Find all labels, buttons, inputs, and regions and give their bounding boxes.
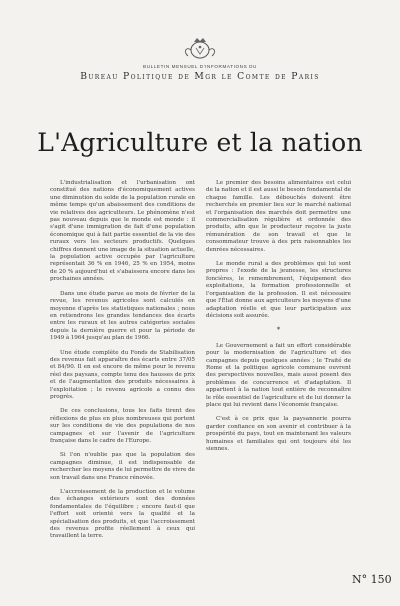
paragraph: Le Gouvernement a fait un effort considérable pour la modernisation de l'agriculture et des campagnes depuis quelques années ; le Traité de Rome et la politique agricole commune ouvrent des perspectives nouvelles, mais aussi posent des problèmes de concurrence et d'adaptation. Il appartient à la nation tout entière de reconnaître le rôle essentiel de l'agriculture et de lui donner la place qui lui revient dans l'économie française. bbox=[206, 342, 351, 408]
paragraph: Le premier des besoins alimentaires est celui de la nation et il est aussi le besoin fondamental de chaque famille. Les débouchés doivent être recherchés en premier lieu sur le marché national et l'organisation des marchés doit permettre une commercialisation régulière et ordonnée des produits, afin que le producteur reçoive la juste rémunération de son travail et que le consommateur trouve à des prix raisonnables les denrées nécessaires. bbox=[206, 180, 351, 253]
paragraph: L'industrialisation et l'urbanisation ont constitué des nations d'économiquement actives une diminution du solde de la population rurale en même temps qu'un abaissement des conditions de vie relatives des agriculteurs. Le phénomène n'est pas nouveau depuis que le monde est monde : il s'agit d'une immigration de fait d'une population économique qui à fait partie essentiel de la vie des ruraux vers les secteurs productifs. Quelques chiffres donnent une image de la situation actuelle, la population active occupée par l'agriculture représentait 36 % en 1946, 25 % en 1954, moins de 20 % aujourd'hui et s'abaissera encore dans les prochaines années. bbox=[50, 180, 195, 283]
article-title: L'Agriculture et la nation bbox=[37, 128, 363, 157]
paragraph: Dans une étude parue au mois de février de la revue, les revenus agricoles sont calculés en moyenne d'après les statistiques nationales ; nous en retiendrons les grandes tendances des écarts entre les ruraux et les autres catégories sociales depuis la dernière guerre et pour la période de 1949 à 1964 jusqu'au plan de 1966. bbox=[50, 290, 195, 342]
left-column bbox=[50, 180, 195, 548]
paragraph: L'accroissement de la production et le volume des échanges extérieurs sont des données fondamentales de l'équilibre ; encore faut-il que l'effort soit orienté vers la qualité et la spécialisation des produits, et que l'accroissement des revenus profite réellement à ceux qui travaillent la terre. bbox=[50, 489, 195, 540]
paragraph: Le monde rural a des problèmes qui lui sont propres : l'exode de la jeunesse, les structures foncières, le remembrement, l'équipement des exploitations, la formation professionnelle et l'organisation de la profession. Il est nécessaire que l'État donne aux agriculteurs les moyens d'une adaptation réelle et que leur participation aux décisions soit assurée. bbox=[206, 261, 351, 319]
coat-of-arms-icon bbox=[180, 36, 220, 60]
paragraph: C'est à ce prix que la paysannerie pourra garder confiance en son avenir et contribuer à la prospérité du pays, tout en maintenant les valeurs humaines et familiales qui ont toujours été les siennes. bbox=[206, 416, 351, 452]
organization-name: Bureau Politique de Mgr le Comte de Paris bbox=[80, 71, 320, 82]
paragraph: De ces conclusions, tous les faits tirent des réflexions de plus en plus nombreuses qui portent sur les conditions de vie des populations de nos campagnes et sur l'avenir de l'agriculture française dans le cadre de l'Europe. bbox=[50, 408, 195, 444]
issue-number: N° 150 bbox=[352, 573, 392, 586]
section-separator: * bbox=[276, 326, 281, 335]
paragraph: Si l'on n'oublie pas que la population des campagnes diminue, il est indispensable de rechercher les moyens de lui permettre de vivre de son travail dans une France rénovée. bbox=[50, 452, 195, 481]
bulletin-line: BULLETIN MENSUEL D'INFORMATIONS DU bbox=[143, 64, 257, 69]
right-column bbox=[206, 180, 351, 460]
paragraph: Une étude complète du Fonds de Stabilisation des revenus fait apparaître des écarts entre 37/05 et 84/90. Il en est encore de même pour le revenu réel des paysans, compte tenu des hausses de prix et de l'augmentation des produits nécessaires à l'exploitation ; le revenu agricole a connu des progrès. bbox=[50, 349, 195, 400]
